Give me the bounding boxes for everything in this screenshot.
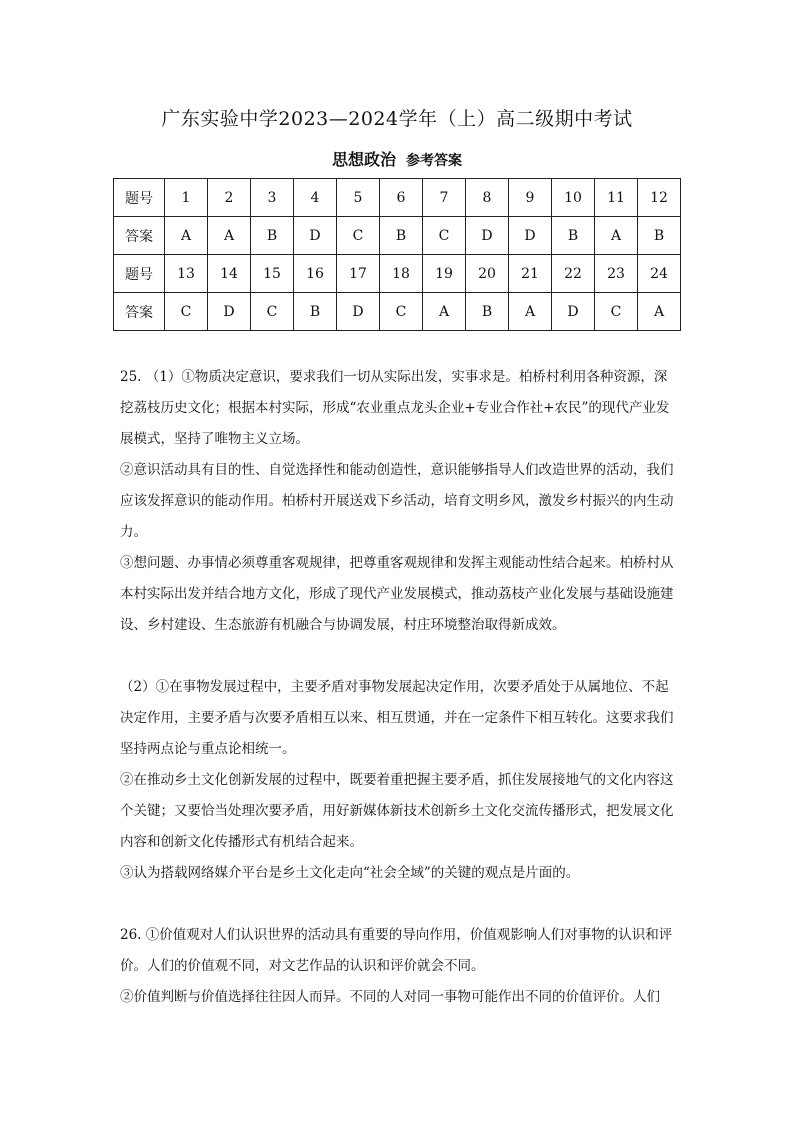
paragraph: ②在推动乡土文化创新发展的过程中，既要着重把握主要矛盾，抓住发展接地气的文化内容这个关键；又要恰当处理次要矛盾，用好新媒体新技术创新乡土文化交流传播形式，把发展文化内容和创新文化传播形式有机结合起来。 xyxy=(120,772,674,850)
row-header: 答案 xyxy=(114,217,165,255)
table-cell: B xyxy=(294,293,337,331)
table-cell: C xyxy=(251,293,294,331)
table-cell: C xyxy=(337,217,380,255)
question-25-part-1 xyxy=(120,362,680,641)
table-cell: B xyxy=(251,217,294,255)
paragraph: ③认为搭载网络媒介平台是乡土文化走向“社会全域”的关键的观点是片面的。 xyxy=(120,865,580,881)
table-cell: 20 xyxy=(466,255,509,293)
table-cell: D xyxy=(208,293,251,331)
table-cell: 2 xyxy=(208,179,251,217)
exam-title: 广东实验中学2023—2024学年（上）高二级期中考试 xyxy=(161,108,633,130)
answer-key-label: 参考答案 xyxy=(406,153,462,169)
table-cell: 14 xyxy=(208,255,251,293)
table-cell: B xyxy=(466,293,509,331)
table-cell: A xyxy=(509,293,552,331)
table-cell: A xyxy=(595,217,638,255)
table-cell: 11 xyxy=(595,179,638,217)
table-cell: D xyxy=(552,293,595,331)
table-cell: 18 xyxy=(380,255,423,293)
table-cell: 6 xyxy=(380,179,423,217)
subject-name: 思想政治 xyxy=(331,150,396,169)
table-cell: 10 xyxy=(552,179,595,217)
table-row xyxy=(114,293,681,331)
exam-subtitle xyxy=(0,147,794,170)
table-cell: C xyxy=(380,293,423,331)
table-cell: C xyxy=(423,217,466,255)
table-cell: 23 xyxy=(595,255,638,293)
table-cell: D xyxy=(294,217,337,255)
table-cell: 24 xyxy=(638,255,681,293)
table-cell: 9 xyxy=(509,179,552,217)
row-header: 题号 xyxy=(114,179,165,217)
answer-table xyxy=(113,178,681,331)
table-cell: A xyxy=(638,293,681,331)
table-row xyxy=(114,217,681,255)
table-cell: 12 xyxy=(638,179,681,217)
table-cell: 8 xyxy=(466,179,509,217)
table-cell: D xyxy=(466,217,509,255)
paragraph: （2）①在事物发展过程中，主要矛盾对事物发展起决定作用，次要矛盾处于从属地位、不起决定作用，主要矛盾与次要矛盾相互以来、相互贯通，并在一定条件下相互转化。这要求我们坚持两点论与重点论相统一。 xyxy=(120,679,674,757)
question-26 xyxy=(120,920,680,1013)
table-cell: 17 xyxy=(337,255,380,293)
table-row xyxy=(114,255,681,293)
table-cell: B xyxy=(638,217,681,255)
table-cell: D xyxy=(509,217,552,255)
table-cell: D xyxy=(337,293,380,331)
table-cell: B xyxy=(552,217,595,255)
table-cell: 22 xyxy=(552,255,595,293)
table-cell: C xyxy=(595,293,638,331)
table-cell: 1 xyxy=(165,179,208,217)
table-cell: A xyxy=(165,217,208,255)
table-cell: C xyxy=(165,293,208,331)
paragraph: ②意识活动具有目的性、自觉选择性和能动创造性，意识能够指导人们改造世界的活动，我们应该发挥意识的能动作用。柏桥村开展送戏下乡活动，培育文明乡风，激发乡村振兴的内生动力。 xyxy=(120,462,674,540)
table-cell: 15 xyxy=(251,255,294,293)
question-25-part-2 xyxy=(120,672,680,889)
paragraph: ②价值判断与价值选择往往因人而异。不同的人对同一事物可能作出不同的价值评价。人们 xyxy=(120,989,660,1005)
table-cell: A xyxy=(423,293,466,331)
paragraph: ③想问题、办事情必须尊重客观规律，把尊重客观规律和发挥主观能动性结合起来。柏桥村从本村实际出发并结合地方文化，形成了现代产业发展模式，推动荔枝产业化发展与基础设施建设、乡村建设、生态旅游有机融合与协调发展，村庄环境整治取得新成效。 xyxy=(120,555,674,633)
table-cell: 21 xyxy=(509,255,552,293)
table-cell: 5 xyxy=(337,179,380,217)
row-header: 答案 xyxy=(114,293,165,331)
table-cell: 16 xyxy=(294,255,337,293)
table-cell: 4 xyxy=(294,179,337,217)
table-cell: 13 xyxy=(165,255,208,293)
table-row xyxy=(114,179,681,217)
row-header: 题号 xyxy=(114,255,165,293)
table-cell: B xyxy=(380,217,423,255)
paragraph: 25. （1）①物质决定意识，要求我们一切从实际出发，实事求是。柏桥村利用各种资源，深挖荔枝历史文化；根据本村实际，形成“农业重点龙头企业+专业合作社+农民”的现代产业发展模式，坚持了唯物主义立场。 xyxy=(120,369,670,447)
paragraph: 26. ①价值观对人们认识世界的活动具有重要的导向作用，价值观影响人们对事物的认识和评价。人们的价值观不同，对文艺作品的认识和评价就会不同。 xyxy=(120,927,673,974)
table-cell: 19 xyxy=(423,255,466,293)
table-cell: 7 xyxy=(423,179,466,217)
table-cell: A xyxy=(208,217,251,255)
table-cell: 3 xyxy=(251,179,294,217)
